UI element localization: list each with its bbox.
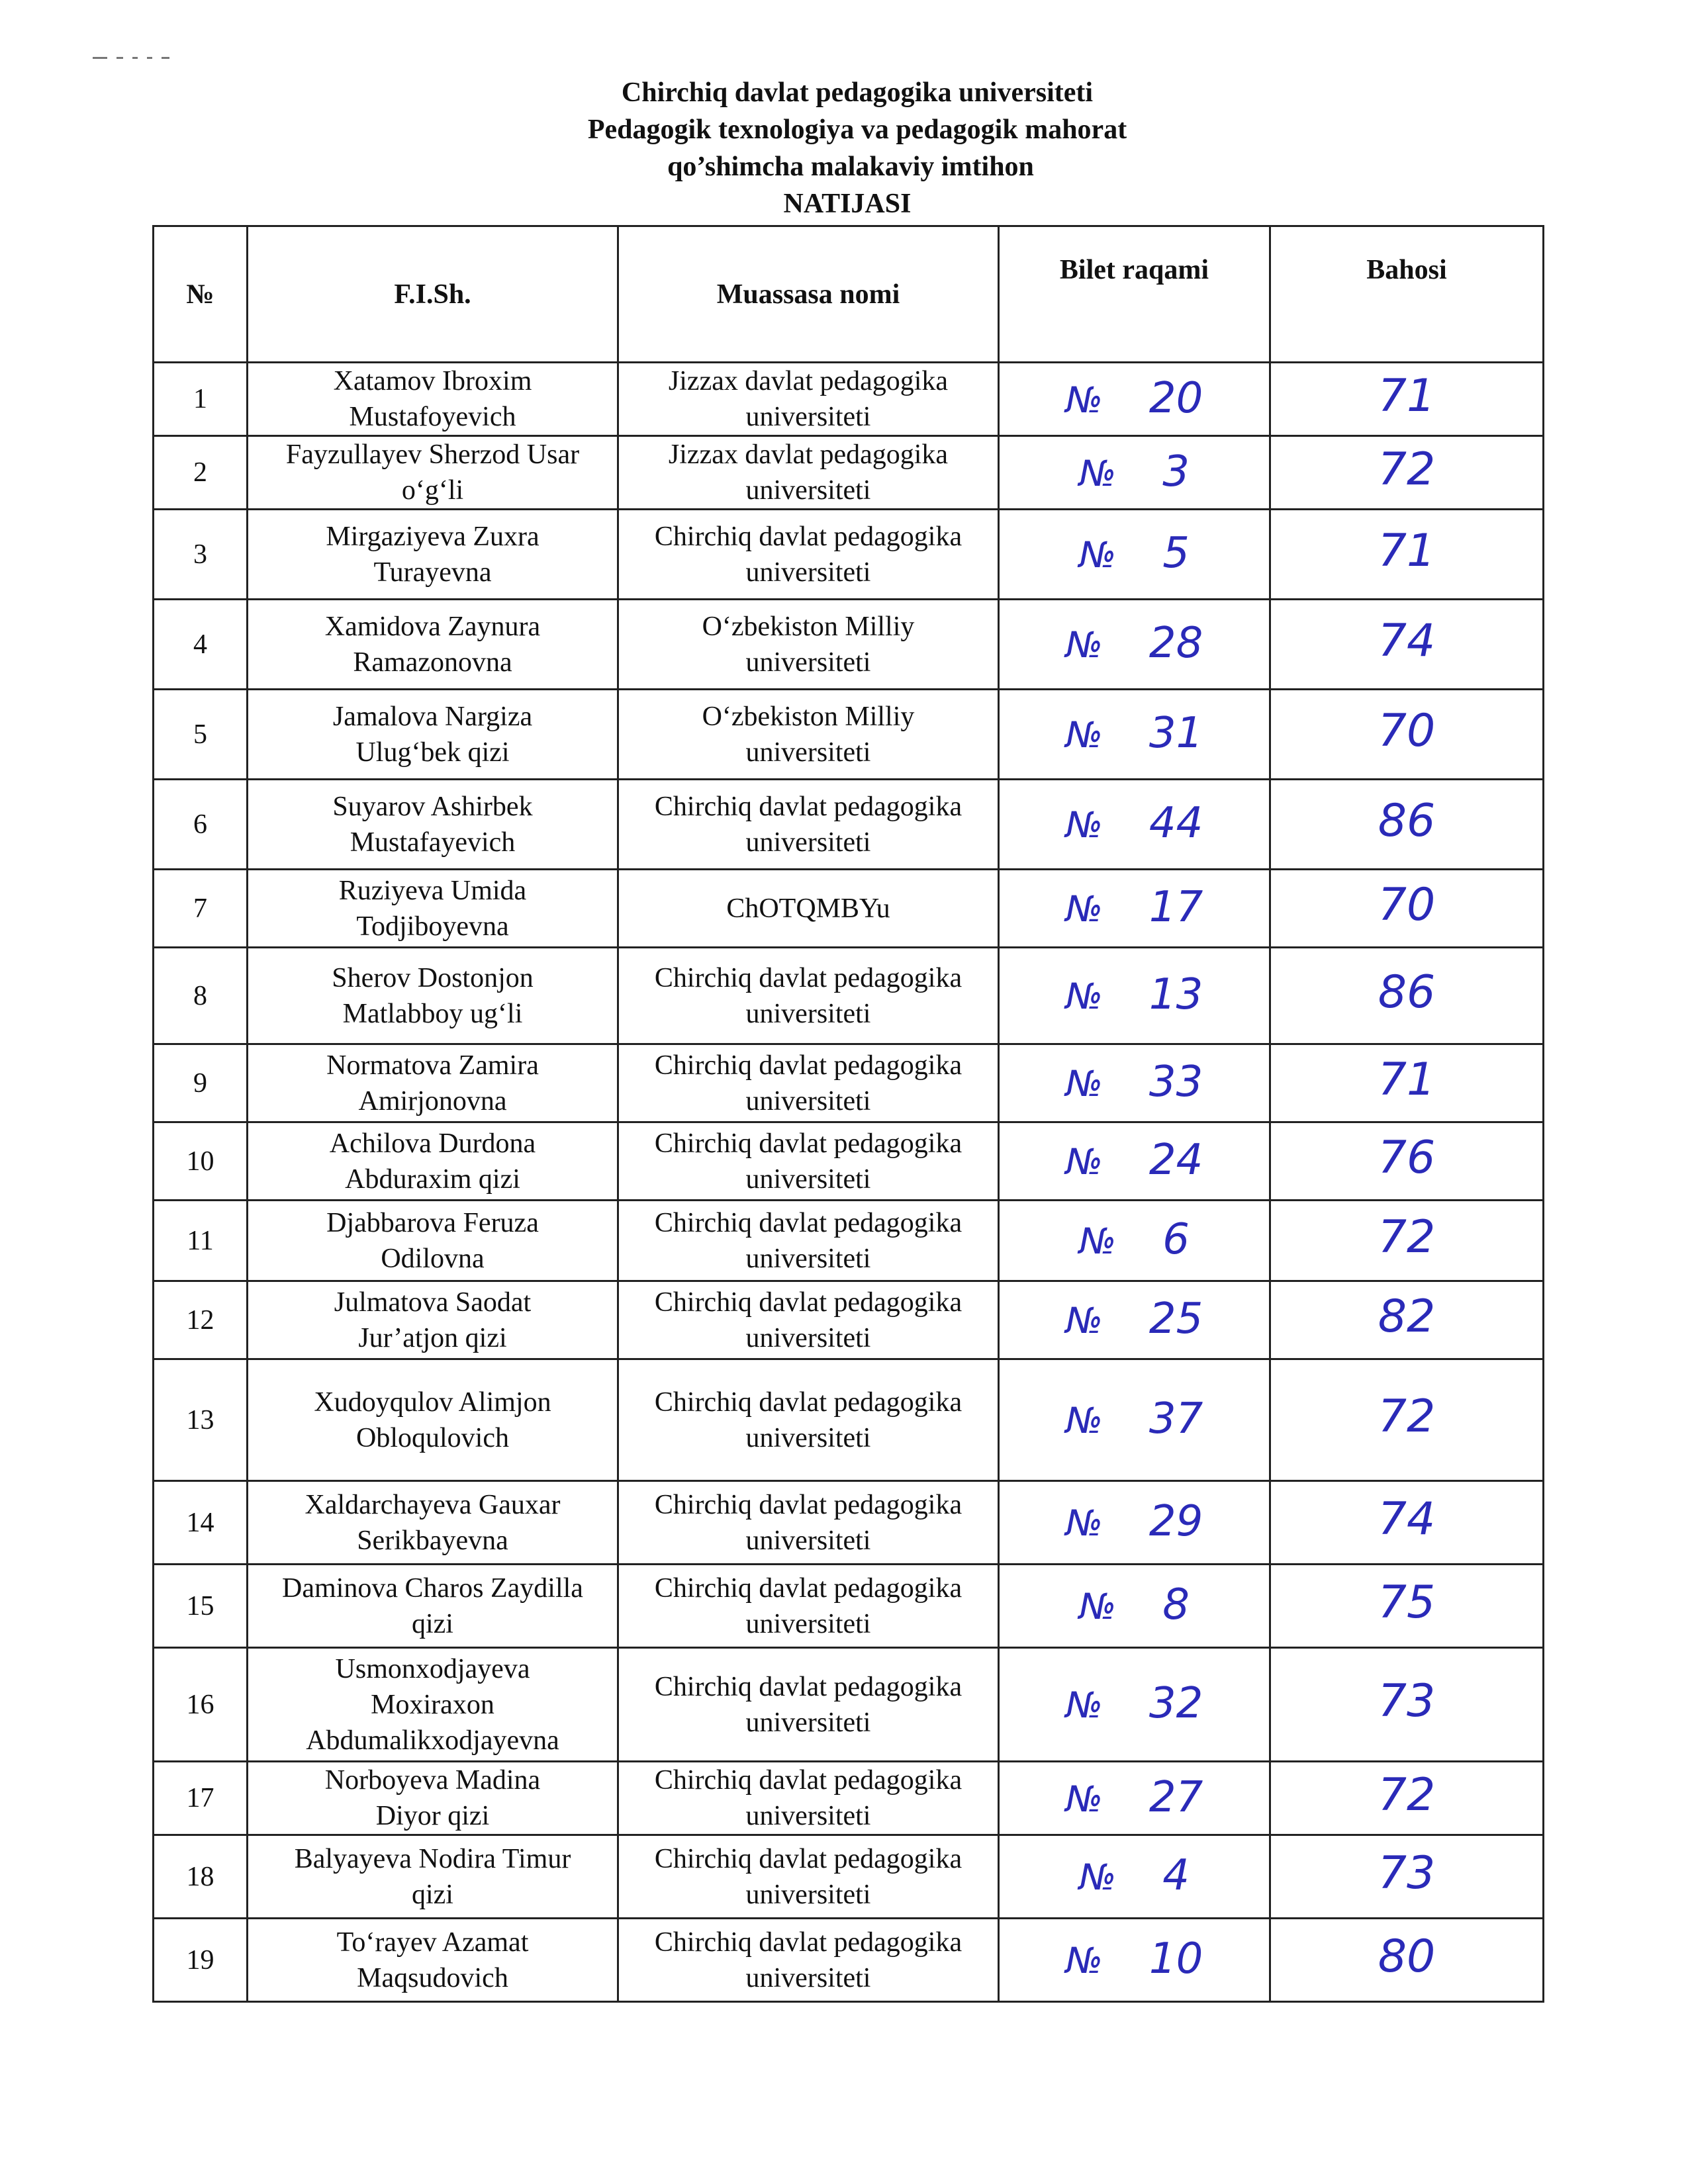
column-header-number: № xyxy=(154,226,248,363)
institution-name-line: Chirchiq davlat pedagogika xyxy=(654,1050,962,1081)
institution-name-line: Chirchiq davlat pedagogika xyxy=(654,1765,962,1796)
institution-name-line: Chirchiq davlat pedagogika xyxy=(654,1927,962,1958)
grade-value: 71 xyxy=(1378,525,1436,577)
column-header-name: F.I.Sh. xyxy=(248,226,618,363)
ticket-prefix: № xyxy=(1065,888,1103,930)
ticket-number xyxy=(999,1835,1270,1919)
person-name-line: Abduraxim qizi xyxy=(345,1163,520,1195)
institution-name-line: universiteti xyxy=(745,1085,871,1116)
institution-name-line: universiteti xyxy=(745,1422,871,1453)
row-number: 8 xyxy=(154,948,248,1044)
institution-name xyxy=(618,870,999,948)
table-row xyxy=(154,510,1544,600)
grade-value: 74 xyxy=(1378,615,1436,667)
person-name-line: Jur’atjon qizi xyxy=(358,1322,507,1353)
institution-name-line: ChOTQMBYu xyxy=(726,893,890,924)
grade-value: 72 xyxy=(1378,443,1436,496)
ticket-value: 13 xyxy=(1149,970,1203,1019)
grade xyxy=(1270,1919,1544,2002)
table-row xyxy=(154,690,1544,780)
ticket-prefix: № xyxy=(1065,1400,1103,1441)
row-number: 12 xyxy=(154,1281,248,1359)
grade-value: 82 xyxy=(1378,1291,1436,1343)
ticket-prefix: № xyxy=(1065,976,1103,1017)
person-name xyxy=(248,948,618,1044)
column-header-ticket: Bilet raqami xyxy=(999,226,1270,363)
institution-name-line: universiteti xyxy=(745,827,871,858)
person-name-line: Norboyeva Madina xyxy=(324,1765,541,1796)
document-header xyxy=(0,74,1688,222)
person-name xyxy=(248,870,618,948)
results-table xyxy=(152,225,1544,2003)
person-name xyxy=(248,1648,618,1762)
ticket-value: 20 xyxy=(1149,373,1203,423)
person-name-line: To‘rayev Azamat xyxy=(336,1927,529,1958)
grade-value: 80 xyxy=(1378,1931,1436,1983)
institution-name xyxy=(618,436,999,510)
person-name-line: Ramazonovna xyxy=(353,647,512,678)
ticket-value: 37 xyxy=(1149,1394,1203,1443)
grade xyxy=(1270,690,1544,780)
institution-name-line: universiteti xyxy=(745,475,871,506)
institution-name-line: Chirchiq davlat pedagogika xyxy=(654,1489,962,1520)
institution-name xyxy=(618,1201,999,1281)
institution-name xyxy=(618,510,999,600)
institution-name-line: Jizzax davlat pedagogika xyxy=(668,439,949,470)
column-header-grade: Bahosi xyxy=(1270,226,1544,363)
institution-name-line: O‘zbekiston Milliy xyxy=(702,611,915,642)
grade xyxy=(1270,600,1544,690)
ticket-number xyxy=(999,690,1270,780)
person-name-line: Daminova Charos Zaydilla xyxy=(282,1572,583,1604)
table-row xyxy=(154,1565,1544,1648)
row-number: 16 xyxy=(154,1648,248,1762)
row-number: 14 xyxy=(154,1481,248,1565)
grade xyxy=(1270,1648,1544,1762)
table-row xyxy=(154,1359,1544,1481)
institution-name-line: Chirchiq davlat pedagogika xyxy=(654,1128,962,1159)
person-name-line: Djabbarova Feruza xyxy=(326,1207,539,1238)
row-number: 7 xyxy=(154,870,248,948)
ticket-value: 29 xyxy=(1149,1497,1203,1546)
institution-name-line: Jizzax davlat pedagogika xyxy=(668,366,949,396)
table-row xyxy=(154,436,1544,510)
ticket-prefix: № xyxy=(1065,714,1103,756)
institution-name-line: universiteti xyxy=(745,1525,871,1556)
person-name xyxy=(248,436,618,510)
ticket-value: 44 xyxy=(1149,799,1203,848)
table-row xyxy=(154,1281,1544,1359)
ticket-number xyxy=(999,870,1270,948)
grade-value: 72 xyxy=(1378,1390,1436,1443)
grade xyxy=(1270,1122,1544,1201)
person-name-line: Normatova Zamira xyxy=(326,1050,539,1081)
person-name-line: Usmonxodjayeva xyxy=(335,1653,530,1684)
institution-name-line: Chirchiq davlat pedagogika xyxy=(654,1207,962,1238)
person-name-line: Turayevna xyxy=(373,557,492,588)
institution-name xyxy=(618,363,999,436)
person-name-line: Sherov Dostonjon xyxy=(332,962,534,993)
grade-value: 72 xyxy=(1378,1211,1436,1263)
ticket-number xyxy=(999,436,1270,510)
ticket-number xyxy=(999,1201,1270,1281)
ticket-value: 3 xyxy=(1162,447,1190,496)
ticket-number xyxy=(999,1122,1270,1201)
person-name xyxy=(248,510,618,600)
table-header-row xyxy=(154,226,1544,363)
person-name-line: Suyarov Ashirbek xyxy=(332,791,533,822)
person-name-line: o‘g‘li xyxy=(401,475,464,506)
institution-name xyxy=(618,1835,999,1919)
row-number: 9 xyxy=(154,1044,248,1122)
institution-name-line: Chirchiq davlat pedagogika xyxy=(654,1387,962,1418)
institution-name-line: universiteti xyxy=(745,647,871,678)
ticket-prefix: № xyxy=(1065,1141,1103,1183)
institution-name xyxy=(618,948,999,1044)
scan-mark xyxy=(93,52,185,56)
ticket-number xyxy=(999,510,1270,600)
person-name-line: Obloqulovich xyxy=(356,1422,509,1453)
grade xyxy=(1270,1281,1544,1359)
institution-name-line: Chirchiq davlat pedagogika xyxy=(654,1843,962,1874)
institution-name-line: universiteti xyxy=(745,402,871,432)
table-row xyxy=(154,1201,1544,1281)
ticket-prefix: № xyxy=(1079,534,1117,576)
person-name xyxy=(248,1281,618,1359)
ticket-number xyxy=(999,1565,1270,1648)
table-row xyxy=(154,363,1544,436)
institution-name xyxy=(618,600,999,690)
institution-name-line: universiteti xyxy=(745,1243,871,1274)
ticket-prefix: № xyxy=(1065,1778,1103,1820)
ticket-prefix: № xyxy=(1065,1502,1103,1544)
person-name-line: Julmatova Saodat xyxy=(334,1287,532,1318)
person-name-line: Xaldarchayeva Gauxar xyxy=(305,1489,561,1520)
person-name-line: Mustafoyevich xyxy=(349,402,516,432)
grade-value: 70 xyxy=(1378,879,1436,931)
row-number: 17 xyxy=(154,1762,248,1835)
row-number: 6 xyxy=(154,780,248,870)
person-name-line: Jamalova Nargiza xyxy=(332,701,533,732)
institution-name-line: Chirchiq davlat pedagogika xyxy=(654,962,962,993)
institution-name-line: universiteti xyxy=(745,1879,871,1910)
institution-name xyxy=(618,1648,999,1762)
grade xyxy=(1270,948,1544,1044)
ticket-value: 32 xyxy=(1149,1679,1203,1728)
person-name-line: qizi xyxy=(412,1879,453,1910)
ticket-value: 33 xyxy=(1149,1058,1203,1107)
column-header-institution: Muassasa nomi xyxy=(618,226,999,363)
institution-name-line: universiteti xyxy=(745,1608,871,1639)
grade xyxy=(1270,1835,1544,1919)
ticket-value: 8 xyxy=(1162,1580,1190,1629)
grade xyxy=(1270,780,1544,870)
institution-name-line: universiteti xyxy=(745,1801,871,1831)
grade xyxy=(1270,510,1544,600)
institution-name xyxy=(618,690,999,780)
ticket-prefix: № xyxy=(1065,1063,1103,1105)
grade-value: 76 xyxy=(1378,1132,1436,1184)
row-number: 11 xyxy=(154,1201,248,1281)
ticket-value: 4 xyxy=(1162,1851,1190,1900)
institution-name-line: universiteti xyxy=(745,737,871,768)
person-name xyxy=(248,780,618,870)
grade xyxy=(1270,1762,1544,1835)
institution-name-line: O‘zbekiston Milliy xyxy=(702,701,915,732)
institution-name-line: Chirchiq davlat pedagogika xyxy=(654,1671,962,1702)
ticket-prefix: № xyxy=(1079,1856,1117,1898)
ticket-number xyxy=(999,1648,1270,1762)
ticket-number xyxy=(999,1281,1270,1359)
row-number: 2 xyxy=(154,436,248,510)
ticket-value: 6 xyxy=(1162,1215,1190,1264)
ticket-prefix: № xyxy=(1079,1220,1117,1262)
ticket-value: 5 xyxy=(1162,529,1190,578)
grade-value: 73 xyxy=(1378,1847,1436,1899)
person-name xyxy=(248,1201,618,1281)
person-name-line: Achilova Durdona xyxy=(329,1128,536,1159)
institution-name xyxy=(618,1359,999,1481)
grade xyxy=(1270,1044,1544,1122)
table-row xyxy=(154,870,1544,948)
table-body xyxy=(154,363,1544,2002)
row-number: 3 xyxy=(154,510,248,600)
ticket-value: 17 xyxy=(1149,883,1203,932)
ticket-prefix: № xyxy=(1079,452,1117,494)
grade-value: 73 xyxy=(1378,1675,1436,1727)
person-name xyxy=(248,1122,618,1201)
grade xyxy=(1270,1565,1544,1648)
person-name-line: Ulug‘bek qizi xyxy=(355,737,510,768)
institution-name-line: universiteti xyxy=(745,1962,871,1993)
ticket-prefix: № xyxy=(1065,1684,1103,1726)
grade xyxy=(1270,870,1544,948)
row-number: 13 xyxy=(154,1359,248,1481)
grade xyxy=(1270,1201,1544,1281)
person-name-line: Xatamov Ibroxim xyxy=(333,366,532,396)
person-name xyxy=(248,1565,618,1648)
table-row xyxy=(154,1919,1544,2002)
institution-name-line: universiteti xyxy=(745,1322,871,1353)
person-name xyxy=(248,1481,618,1565)
person-name-line: Mirgaziyeva Zuxra xyxy=(326,521,539,552)
ticket-prefix: № xyxy=(1065,379,1103,421)
ticket-value: 28 xyxy=(1149,619,1203,668)
table-row xyxy=(154,600,1544,690)
person-name xyxy=(248,1359,618,1481)
person-name xyxy=(248,600,618,690)
row-number: 10 xyxy=(154,1122,248,1201)
institution-name-line: universiteti xyxy=(745,1707,871,1738)
institution-name-line: universiteti xyxy=(745,998,871,1029)
person-name xyxy=(248,363,618,436)
ticket-value: 27 xyxy=(1149,1772,1203,1822)
person-name-line: Odilovna xyxy=(381,1243,485,1274)
grade-value: 86 xyxy=(1378,795,1436,847)
person-name-line: Diyor qizi xyxy=(375,1801,490,1831)
table-row xyxy=(154,1044,1544,1122)
person-name-line: Moxiraxon xyxy=(371,1689,494,1720)
institution-name-line: Chirchiq davlat pedagogika xyxy=(654,1572,962,1604)
table-row xyxy=(154,1648,1544,1762)
person-name-line: Xudoyqulov Alimjon xyxy=(314,1387,551,1418)
table-row xyxy=(154,1122,1544,1201)
ticket-value: 10 xyxy=(1149,1934,1203,1983)
person-name-line: qizi xyxy=(412,1608,453,1639)
person-name xyxy=(248,690,618,780)
ticket-number xyxy=(999,780,1270,870)
person-name-line: Ruziyeva Umida xyxy=(338,875,527,906)
person-name xyxy=(248,1835,618,1919)
grade-value: 86 xyxy=(1378,966,1436,1019)
institution-name-line: Chirchiq davlat pedagogika xyxy=(654,521,962,552)
row-number: 15 xyxy=(154,1565,248,1648)
grade-value: 72 xyxy=(1378,1768,1436,1821)
institution-name-line: universiteti xyxy=(745,557,871,588)
institution-name-line: Chirchiq davlat pedagogika xyxy=(654,791,962,822)
ticket-number xyxy=(999,1919,1270,2002)
grade xyxy=(1270,1359,1544,1481)
table-row xyxy=(154,1762,1544,1835)
ticket-prefix: № xyxy=(1079,1586,1117,1627)
header-exam: qo’shimcha malakaviy imtihon xyxy=(667,152,1034,182)
ticket-prefix: № xyxy=(1065,1300,1103,1342)
ticket-prefix: № xyxy=(1065,624,1103,666)
ticket-number xyxy=(999,1044,1270,1122)
grade-value: 70 xyxy=(1378,705,1436,757)
institution-name xyxy=(618,1281,999,1359)
header-subject: Pedagogik texnologiya va pedagogik mahorat xyxy=(587,114,1127,145)
ticket-number xyxy=(999,1481,1270,1565)
person-name-line: Serikbayevna xyxy=(357,1525,508,1556)
grade-value: 71 xyxy=(1378,369,1436,422)
person-name-line: Balyayeva Nodira Timur xyxy=(294,1843,571,1874)
ticket-number xyxy=(999,1762,1270,1835)
person-name-line: Xamidova Zaynura xyxy=(324,611,541,642)
grade-value: 71 xyxy=(1378,1054,1436,1106)
ticket-number xyxy=(999,948,1270,1044)
person-name-line: Todjiboyevna xyxy=(356,911,509,942)
grade xyxy=(1270,363,1544,436)
grade-value: 75 xyxy=(1378,1576,1436,1629)
institution-name-line: universiteti xyxy=(745,1163,871,1195)
table-row xyxy=(154,1481,1544,1565)
row-number: 5 xyxy=(154,690,248,780)
ticket-value: 31 xyxy=(1149,709,1203,758)
person-name xyxy=(248,1919,618,2002)
grade xyxy=(1270,436,1544,510)
table-row xyxy=(154,1835,1544,1919)
row-number: 19 xyxy=(154,1919,248,2002)
row-number: 4 xyxy=(154,600,248,690)
person-name-line: Amirjonovna xyxy=(358,1085,507,1116)
table-row xyxy=(154,780,1544,870)
header-university: Chirchiq davlat pedagogika universiteti xyxy=(621,77,1094,108)
institution-name xyxy=(618,1044,999,1122)
header-result: NATIJASI xyxy=(783,189,912,219)
institution-name xyxy=(618,1919,999,2002)
ticket-number xyxy=(999,363,1270,436)
person-name-line: Matlabboy ug‘li xyxy=(342,998,523,1029)
institution-name xyxy=(618,1122,999,1201)
institution-name xyxy=(618,780,999,870)
ticket-number xyxy=(999,600,1270,690)
institution-name-line: Chirchiq davlat pedagogika xyxy=(654,1287,962,1318)
person-name xyxy=(248,1762,618,1835)
ticket-value: 24 xyxy=(1149,1136,1203,1185)
table-row xyxy=(154,948,1544,1044)
row-number: 1 xyxy=(154,363,248,436)
person-name-line: Abdumalikxodjayevna xyxy=(306,1725,559,1756)
person-name-line: Fayzullayev Sherzod Usar xyxy=(285,439,580,470)
person-name xyxy=(248,1044,618,1122)
row-number: 18 xyxy=(154,1835,248,1919)
person-name-line: Maqsudovich xyxy=(357,1962,508,1993)
ticket-number xyxy=(999,1359,1270,1481)
grade xyxy=(1270,1481,1544,1565)
institution-name xyxy=(618,1762,999,1835)
ticket-prefix: № xyxy=(1065,1940,1103,1981)
institution-name xyxy=(618,1481,999,1565)
ticket-prefix: № xyxy=(1065,804,1103,846)
ticket-value: 25 xyxy=(1149,1295,1203,1343)
grade-value: 74 xyxy=(1378,1493,1436,1545)
institution-name xyxy=(618,1565,999,1648)
person-name-line: Mustafayevich xyxy=(350,827,516,858)
